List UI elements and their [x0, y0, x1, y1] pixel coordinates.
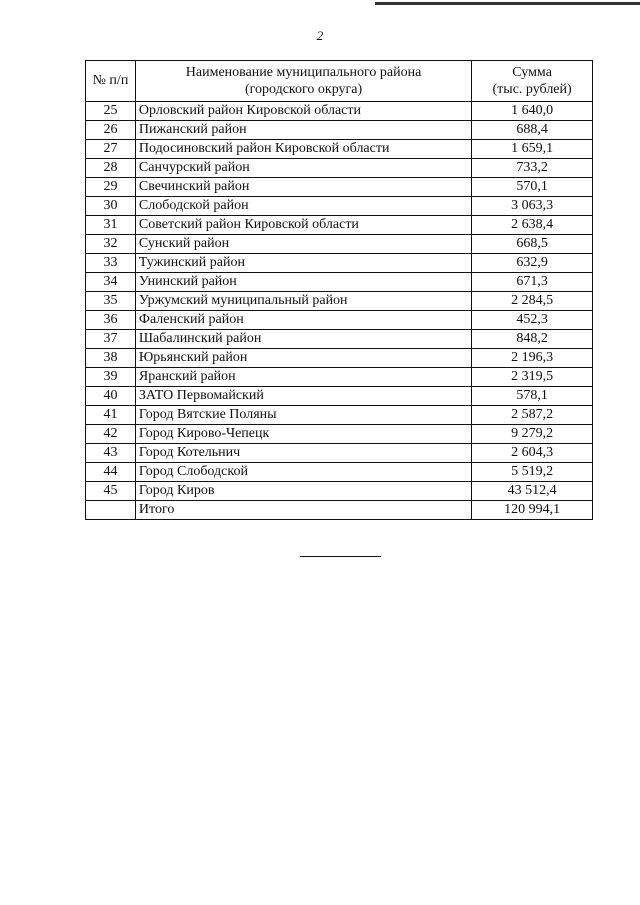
row-name: Город Киров [135, 482, 471, 501]
table-row [86, 121, 593, 140]
row-number: 42 [86, 425, 136, 444]
row-sum: 668,5 [472, 235, 593, 254]
table-row [86, 254, 593, 273]
row-name: ЗАТО Первомайский [135, 387, 471, 406]
row-number: 35 [86, 292, 136, 311]
closing-rule [300, 556, 381, 557]
row-name: Фаленский район [135, 311, 471, 330]
row-number: 39 [86, 368, 136, 387]
row-name: Яранский район [135, 368, 471, 387]
row-number: 31 [86, 216, 136, 235]
row-name: Сунский район [135, 235, 471, 254]
row-sum: 2 587,2 [472, 406, 593, 425]
row-name: Город Кирово-Чепецк [135, 425, 471, 444]
row-name: Слободской район [135, 197, 471, 216]
table-row [86, 292, 593, 311]
table-header-row [86, 61, 593, 102]
row-number: 29 [86, 178, 136, 197]
header-sum-line2: (тыс. рублей) [492, 82, 572, 97]
row-sum: 632,9 [472, 254, 593, 273]
table-row [86, 349, 593, 368]
row-number: 26 [86, 121, 136, 140]
table-row [86, 463, 593, 482]
row-sum: 688,4 [472, 121, 593, 140]
row-number: 37 [86, 330, 136, 349]
table-row [86, 387, 593, 406]
row-name: Шабалинский район [135, 330, 471, 349]
row-number: 36 [86, 311, 136, 330]
row-number: 32 [86, 235, 136, 254]
table-row [86, 235, 593, 254]
table-row [86, 444, 593, 463]
row-sum: 2 604,3 [472, 444, 593, 463]
header-name-line2: (городского округа) [244, 82, 363, 97]
row-number: 40 [86, 387, 136, 406]
table-row [86, 140, 593, 159]
row-number: 41 [86, 406, 136, 425]
row-name: Город Вятские Поляны [135, 406, 471, 425]
table-row [86, 102, 593, 121]
row-name: Тужинский район [135, 254, 471, 273]
row-sum: 43 512,4 [472, 482, 593, 501]
row-number: 28 [86, 159, 136, 178]
row-name: Свечинский район [135, 178, 471, 197]
row-sum: 1 659,1 [472, 140, 593, 159]
table-row [86, 216, 593, 235]
header-name [135, 61, 471, 102]
total-sum: 120 994,1 [472, 501, 593, 520]
row-sum: 848,2 [472, 330, 593, 349]
row-number: 34 [86, 273, 136, 292]
table-row [86, 311, 593, 330]
header-name-line1: Наименование муниципального района [185, 64, 422, 80]
row-name: Город Слободской [135, 463, 471, 482]
row-number: 44 [86, 463, 136, 482]
table-row [86, 197, 593, 216]
top-rule [375, 2, 640, 5]
budget-table [85, 60, 593, 520]
total-label: Итого [135, 501, 471, 520]
row-number: 30 [86, 197, 136, 216]
table-row [86, 330, 593, 349]
row-number: 43 [86, 444, 136, 463]
row-number: 25 [86, 102, 136, 121]
total-row [86, 501, 593, 520]
table-body [86, 102, 593, 520]
row-sum: 733,2 [472, 159, 593, 178]
row-name: Уржумский муниципальный район [135, 292, 471, 311]
row-name: Город Котельнич [135, 444, 471, 463]
row-name: Советский район Кировской области [135, 216, 471, 235]
row-name: Орловский район Кировской области [135, 102, 471, 121]
row-sum: 2 196,3 [472, 349, 593, 368]
row-name: Юрьянский район [135, 349, 471, 368]
row-sum: 2 319,5 [472, 368, 593, 387]
table-row [86, 482, 593, 501]
row-sum: 1 640,0 [472, 102, 593, 121]
row-sum: 2 638,4 [472, 216, 593, 235]
header-sum [472, 61, 593, 102]
header-sum-line1: Сумма [512, 64, 552, 80]
row-sum: 570,1 [472, 178, 593, 197]
row-number: 45 [86, 482, 136, 501]
row-sum: 3 063,3 [472, 197, 593, 216]
row-name: Санчурский район [135, 159, 471, 178]
row-number: 38 [86, 349, 136, 368]
table-row [86, 406, 593, 425]
page-number: 2 [316, 28, 324, 43]
row-name: Подосиновский район Кировской области [135, 140, 471, 159]
row-sum: 2 284,5 [472, 292, 593, 311]
row-sum: 671,3 [472, 273, 593, 292]
row-sum: 578,1 [472, 387, 593, 406]
total-number [86, 501, 136, 520]
table-row [86, 273, 593, 292]
table-row [86, 425, 593, 444]
table-row [86, 159, 593, 178]
row-number: 33 [86, 254, 136, 273]
header-number: № п/п [86, 61, 136, 102]
row-sum: 5 519,2 [472, 463, 593, 482]
row-number: 27 [86, 140, 136, 159]
row-sum: 452,3 [472, 311, 593, 330]
row-name: Унинский район [135, 273, 471, 292]
row-name: Пижанский район [135, 121, 471, 140]
row-sum: 9 279,2 [472, 425, 593, 444]
table-row [86, 178, 593, 197]
table-row [86, 368, 593, 387]
